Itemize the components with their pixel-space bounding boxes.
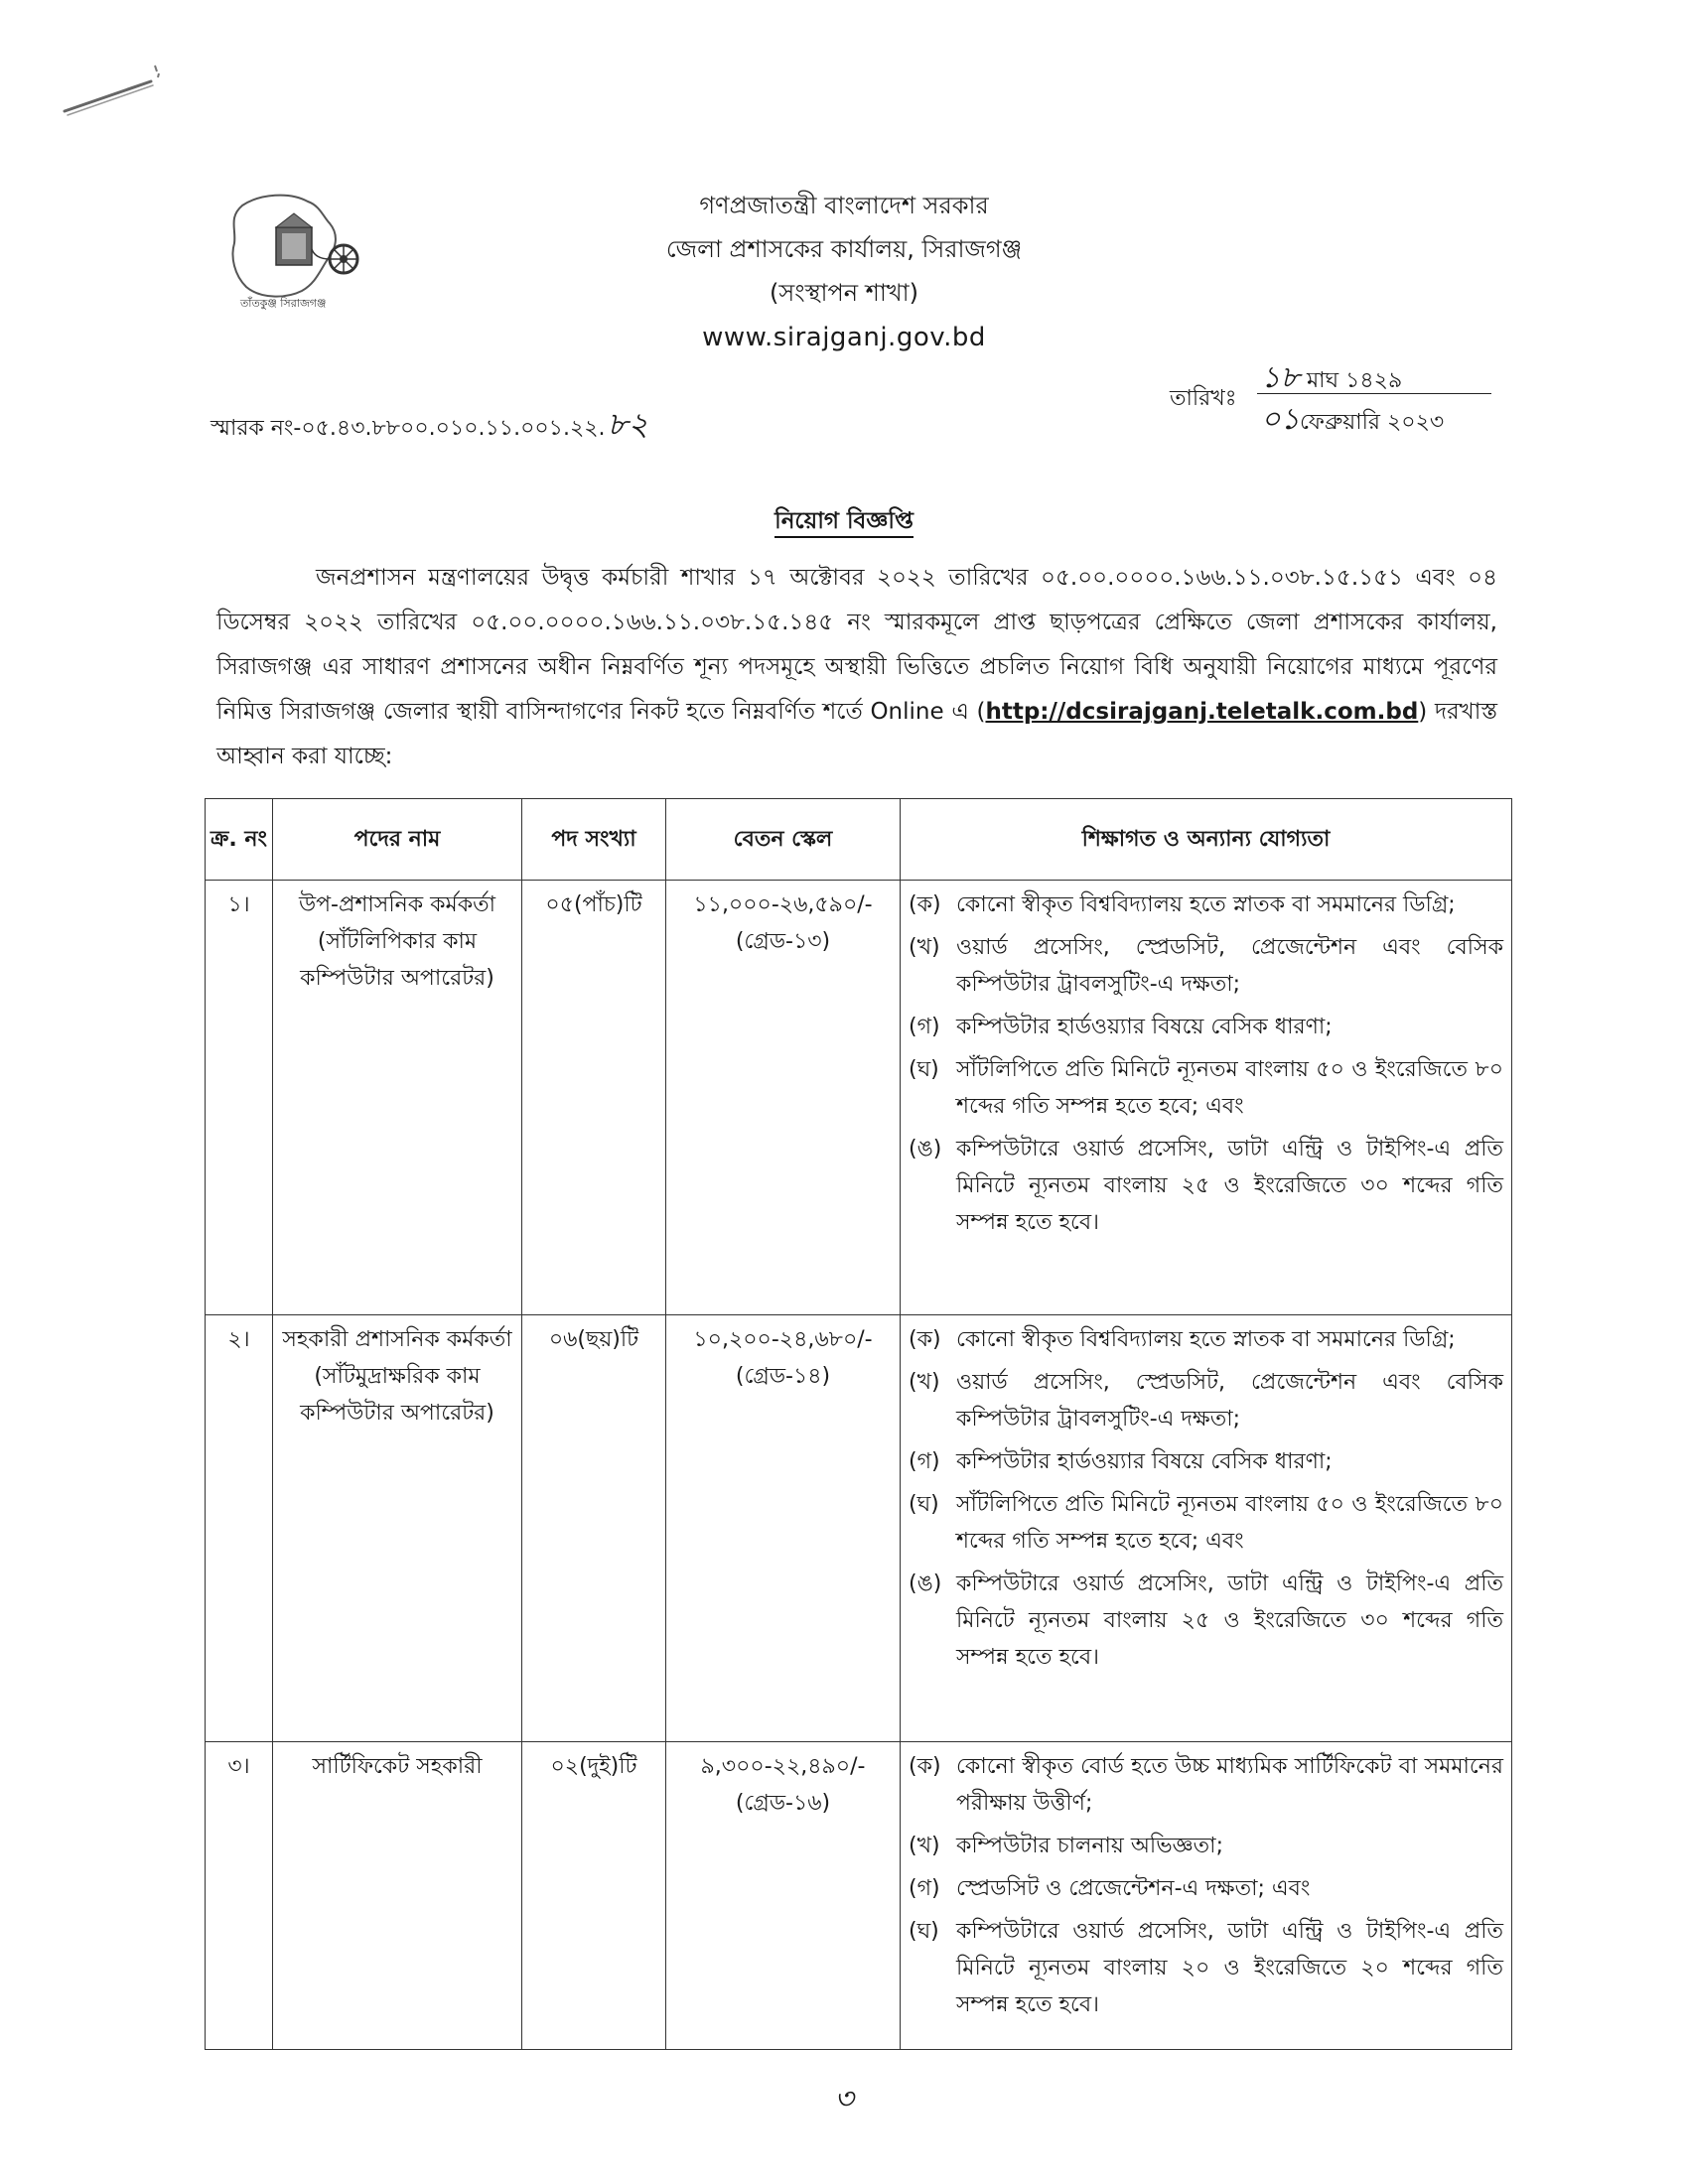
pay-grade: (গ্রেড-১৪)	[735, 1364, 831, 1389]
logo-caption: তাঁতকুঞ্জ সিরাজগঞ্জ	[240, 297, 327, 310]
post-count-cell: ০২(দুই)টি	[522, 1742, 666, 2050]
pay-grade: (গ্রেড-১৩)	[735, 929, 831, 954]
bangla-month-year: মাঘ ১৪২৯	[1306, 368, 1403, 393]
pen-mark-scribble	[60, 60, 169, 129]
pay-grade: (গ্রেড-১৬)	[735, 1791, 831, 1816]
page-number: ৩	[834, 2082, 854, 2116]
qualification-item: (ক) কোনো স্বীকৃত বিশ্ববিদ্যালয় হতে স্নাতক বা সমমানের ডিগ্রি;	[909, 892, 1456, 917]
table-row	[206, 881, 1512, 1315]
website-link[interactable]: www.sirajganj.gov.bd	[702, 323, 986, 352]
qualification-item: (খ) ওয়ার্ড প্রসেসিং, স্প্রেডসিট, প্রেজেন্টেশন এবং বেসিক কম্পিউটার ট্রাবলসুটিং-এ দক্ষতা;	[909, 935, 1503, 997]
qualification-item: (গ) কম্পিউটার হার্ডওয়্যার বিষয়ে বেসিক ধারণা;	[909, 1015, 1333, 1039]
header-post-name: পদের নাম	[273, 799, 522, 881]
qualification-cell	[901, 881, 1512, 1315]
pay-scale-cell	[666, 1742, 901, 2050]
qualification-cell	[901, 1315, 1512, 1742]
memo-number	[211, 399, 648, 453]
pay-scale-cell	[666, 1315, 901, 1742]
serial-cell: ৩।	[206, 1742, 273, 2050]
qualification-item: (ঘ) সাঁটলিপিতে প্রতি মিনিটে ন্যূনতম বাংলায় ৫০ ও ইংরেজিতে ৮০ শব্দের গতি সম্পন্ন হতে হবে; এবং	[909, 1492, 1503, 1554]
letterhead	[556, 184, 1132, 360]
table-row	[206, 1315, 1512, 1742]
qualification-item: (খ) কম্পিউটার চালনায় অভিজ্ঞতা;	[909, 1834, 1223, 1858]
serial-cell: ২।	[206, 1315, 273, 1742]
qualification-item: (ঘ) সাঁটলিপিতে প্রতি মিনিটে ন্যূনতম বাংলায় ৫০ ও ইংরেজিতে ৮০ শব্দের গতি সম্পন্ন হতে হবে; এবং	[909, 1057, 1503, 1119]
notice-body: জনপ্রশাসন মন্ত্রণালয়ের উদ্বৃত্ত কর্মচারী শাখার ১৭ অক্টোবর ২০২২ তারিখের ০৫.০০.০০০০.১৬৬.১১.০৩৮.১৫.১৫১ এবং ০৪ ডিসেম্বর ২০২২ তারিখের ০৫.০০.০০০০.১৬৬.১১.০৩৮.১৫.১৪৫ নং স্মারকমূলে প্রাপ্ত ছাড়পত্রের প্রেক্ষিতে জেলা প্রশাসকের কার্যালয়, সিরাজগঞ্জ এর সাধারণ প্রশাসনের অধীন নিম্নবর্ণিত শূন্য পদসমূহে অস্থায়ী ভিত্তিতে প্রচলিত নিয়োগ বিধি অনুযায়ী নিয়োগের মাধ্যমে পূরণের নিমিত্ত সিরাজগঞ্জ জেলার স্থায়ী বাসিন্দাগণের নিকট হতে নিম্নবর্ণিত শর্তে Online এ (http://dcsirajganj.teletalk.com.bd) দরখাস্ত আহ্বান করা যাচ্ছে:	[216, 565, 1497, 769]
date-label: তারিখঃ	[1170, 386, 1237, 411]
date-block	[1170, 353, 1507, 437]
header-pay-scale: বেতন স্কেল	[666, 799, 901, 881]
qualification-cell	[901, 1742, 1512, 2050]
header-serial: ক্র. নং	[206, 799, 273, 881]
pay-range: ১০,২০০-২৪,৬৮০/-	[693, 1327, 873, 1352]
memo-handwritten-number: ৮২	[607, 405, 649, 443]
qualification-item: (ঙ) কম্পিউটারে ওয়ার্ড প্রসেসিং, ডাটা এন্ট্রি ও টাইপিং-এ প্রতি মিনিটে ন্যূনতম বাংলায় ২৫ ও ইংরেজিতে ৩০ শব্দের গতি সম্পন্ন হতে হবে।	[909, 1571, 1503, 1670]
english-month-year: ফেব্রুয়ারি ২০২৩	[1299, 410, 1445, 435]
post-count-cell: ০৫(পাঁচ)টি	[522, 881, 666, 1315]
notice-title: নিয়োগ বিজ্ঞপ্তি	[0, 502, 1688, 541]
header-post-count: পদ সংখ্যা	[522, 799, 666, 881]
bangla-day: ১৮	[1261, 360, 1300, 395]
qualification-item: (গ) স্প্রেডসিট ও প্রেজেন্টেশন-এ দক্ষতা; এবং	[909, 1876, 1311, 1901]
post-count-cell: ০৬(ছয়)টি	[522, 1315, 666, 1742]
pay-range: ১১,০০০-২৬,৫৯০/-	[693, 892, 873, 917]
qualification-item: (খ) ওয়ার্ড প্রসেসিং, স্প্রেডসিট, প্রেজেন্টেশন এবং বেসিক কম্পিউটার ট্রাবলসুটিং-এ দক্ষতা;	[909, 1370, 1503, 1432]
post-name-cell: সহকারী প্রশাসনিক কর্মকর্তা (সাঁটমুদ্রাক্ষরিক কাম কম্পিউটার অপারেটর)	[273, 1315, 522, 1742]
qualification-item: (ক) কোনো স্বীকৃত বোর্ড হতে উচ্চ মাধ্যমিক সার্টিফিকেট বা সমমানের পরীক্ষায় উত্তীর্ণ;	[909, 1754, 1503, 1816]
section-name: (সংস্থাপন শাখা)	[770, 279, 918, 307]
qualification-item: (ঘ) কম্পিউটারে ওয়ার্ড প্রসেসিং, ডাটা এন্ট্রি ও টাইপিং-এ প্রতি মিনিটে ন্যূনতম বাংলায় ২০ ও ইংরেজিতে ২০ শব্দের গতি সম্পন্ন হতে হবে।	[909, 1919, 1503, 2017]
table-header-row	[206, 799, 1512, 881]
date-divider	[1257, 393, 1491, 394]
district-logo	[220, 184, 389, 313]
english-day: ০১	[1261, 402, 1300, 437]
serial-cell: ১।	[206, 881, 273, 1315]
table-row	[206, 1742, 1512, 2050]
office-name: জেলা প্রশাসকের কার্যালয়, সিরাজগঞ্জ	[665, 235, 1023, 263]
qualification-item: (ক) কোনো স্বীকৃত বিশ্ববিদ্যালয় হতে স্নাতক বা সমমানের ডিগ্রি;	[909, 1327, 1456, 1352]
qualification-item: (গ) কম্পিউটার হার্ডওয়্যার বিষয়ে বেসিক ধারণা;	[909, 1449, 1333, 1474]
application-link[interactable]: http://dcsirajganj.teletalk.com.bd	[985, 699, 1419, 725]
pay-range: ৯,৩০০-২২,৪৯০/-	[700, 1754, 866, 1779]
post-name-cell: সার্টিফিকেট সহকারী	[273, 1742, 522, 2050]
posts-table	[205, 798, 1512, 2050]
government-name: গণপ্রজাতন্ত্রী বাংলাদেশ সরকার	[699, 192, 989, 219]
memo-label: স্মারক নং-০৫.৪৩.৮৮০০.০১০.১১.০০১.২২.	[211, 416, 606, 441]
english-date	[1261, 395, 1444, 446]
qualification-item: (ঙ) কম্পিউটারে ওয়ার্ড প্রসেসিং, ডাটা এন্ট্রি ও টাইপিং-এ প্রতি মিনিটে ন্যূনতম বাংলায় ২৫ ও ইংরেজিতে ৩০ শব্দের গতি সম্পন্ন হতে হবে।	[909, 1137, 1503, 1235]
pay-scale-cell	[666, 881, 901, 1315]
header-qualification: শিক্ষাগত ও অন্যান্য যোগ্যতা	[901, 799, 1512, 881]
post-name-cell: উপ-প্রশাসনিক কর্মকর্তা (সাঁটলিপিকার কাম কম্পিউটার অপারেটর)	[273, 881, 522, 1315]
district-map-icon	[220, 184, 389, 313]
